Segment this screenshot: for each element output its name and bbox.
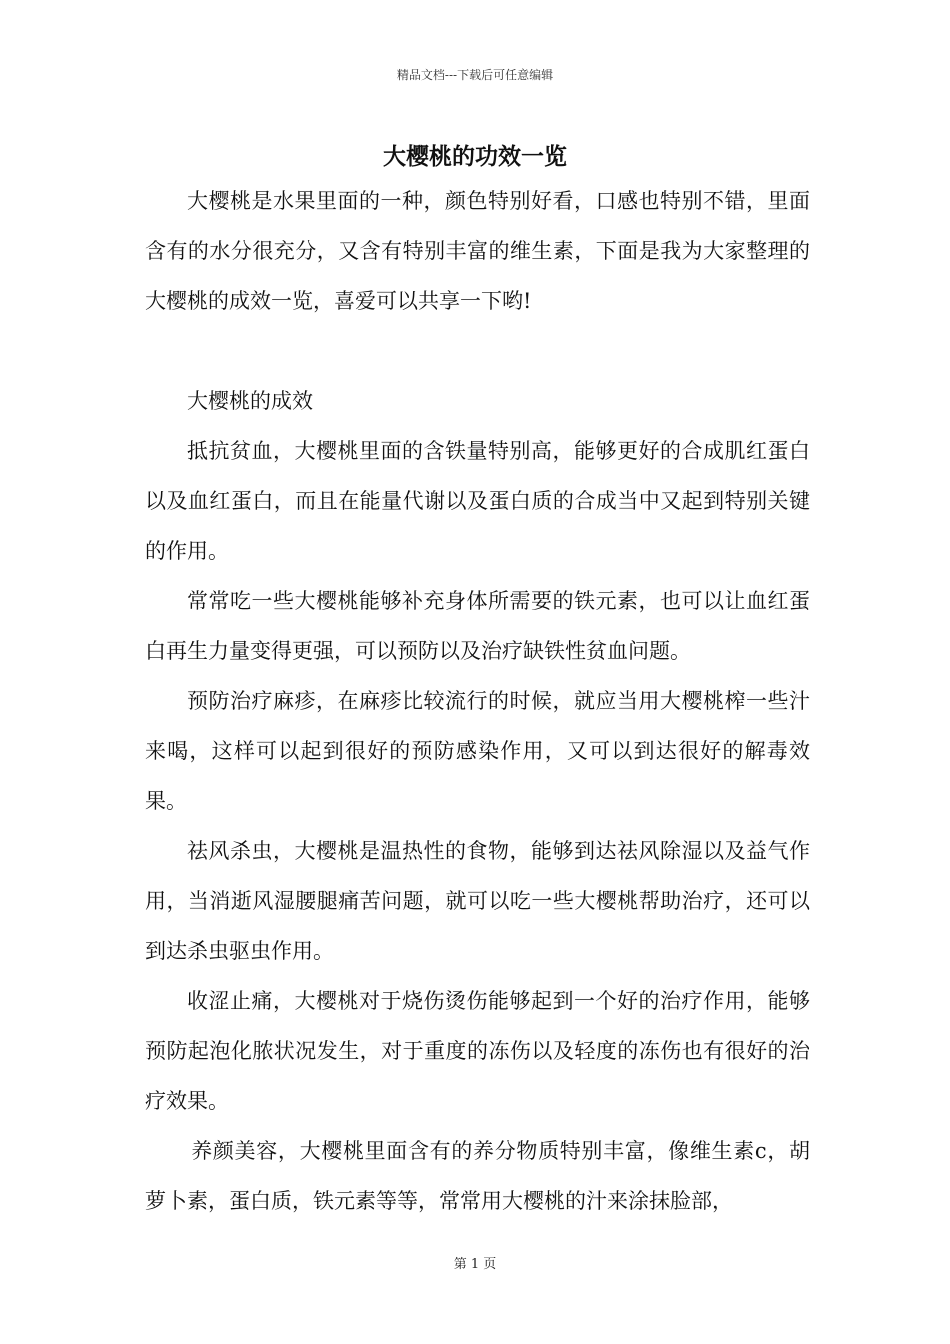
page-number: 第 1 页 bbox=[453, 1257, 497, 1272]
paragraph-anemia: 抵抗贫血，大樱桃里面的含铁量特别高，能够更好的合成肌红蛋白以及血红蛋白，而且在能量代谢以及蛋白质的合成当中又起到特别关键的作用。 bbox=[145, 439, 810, 563]
page-header: 精品文档---下载后可任意编辑 bbox=[396, 68, 554, 82]
paragraph-measles: 预防治疗麻疹，在麻疹比较流行的时候，就应当用大樱桃榨一些汁来喝，这样可以起到很好的预防感染作用，又可以到达很好的解毒效果。 bbox=[145, 689, 810, 813]
section-heading: 大樱桃的成效 bbox=[187, 389, 313, 413]
paragraph-iron: 常常吃一些大樱桃能够补充身体所需要的铁元素，也可以让血红蛋白再生力量变得更强，可以预防以及治疗缺铁性贫血问题。 bbox=[145, 589, 810, 663]
intro-paragraph: 大樱桃是水果里面的一种，颜色特别好看，口感也特别不错，里面含有的水分很充分，又含有特别丰富的维生素，下面是我为大家整理的大樱桃的成效一览，喜爱可以共享一下哟! bbox=[145, 189, 810, 313]
paragraph-burns: 收涩止痛，大樱桃对于烧伤烫伤能够起到一个好的治疗作用，能够预防起泡化脓状况发生，对于重度的冻伤以及轻度的冻伤也有很好的治疗效果。 bbox=[145, 989, 810, 1113]
document-title: 大樱桃的功效一览 bbox=[383, 143, 567, 170]
paragraph-wind-dampness: 祛风杀虫，大樱桃是温热性的食物，能够到达祛风除湿以及益气作用，当消逝风湿腰腿痛苦问题，就可以吃一些大樱桃帮助治疗，还可以到达杀虫驱虫作用。 bbox=[145, 839, 810, 963]
document-body bbox=[145, 176, 810, 1226]
paragraph-beauty: 养颜美容，大樱桃里面含有的养分物质特别丰富，像维生素c，胡萝卜素，蛋白质，铁元素等等，常常用大樱桃的汁来涂抹脸部， bbox=[145, 1139, 810, 1213]
